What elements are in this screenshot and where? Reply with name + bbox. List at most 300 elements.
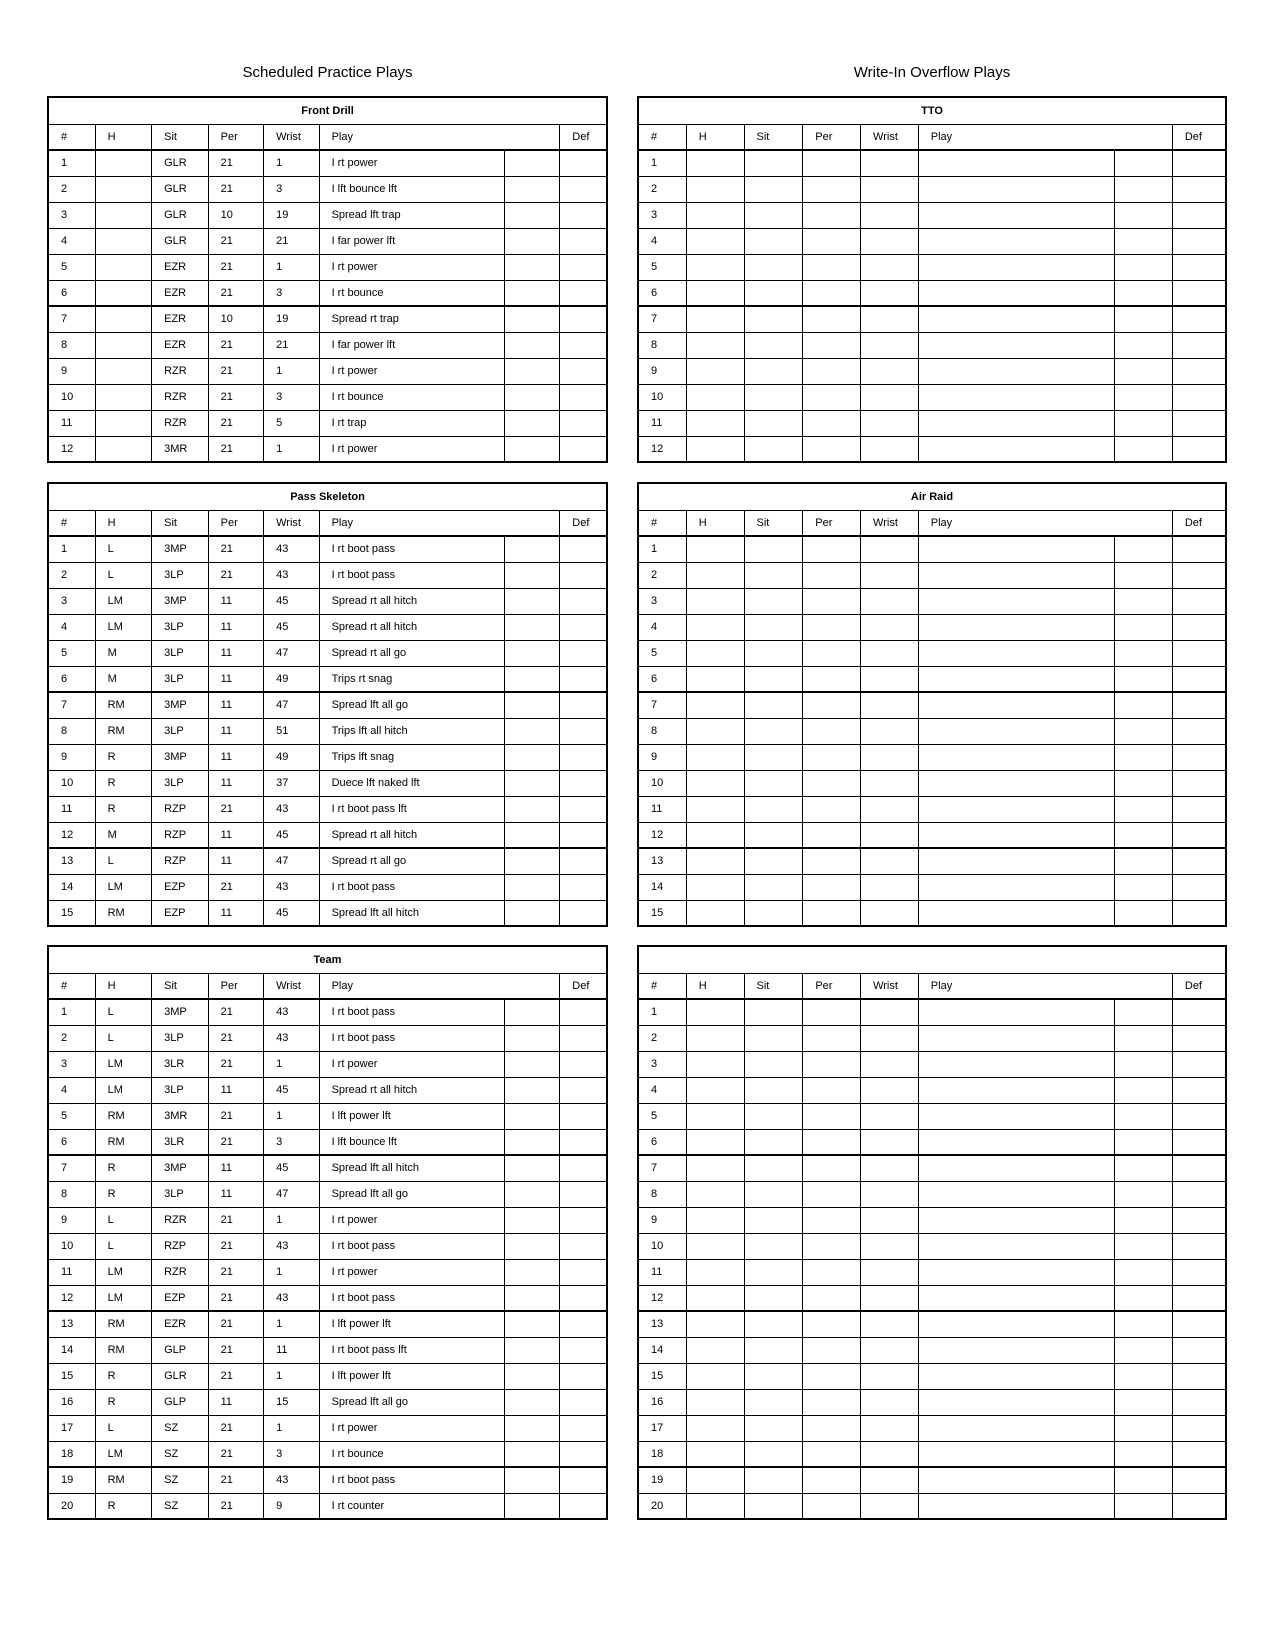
cell-play[interactable] <box>918 436 1114 462</box>
cell-wrist[interactable] <box>861 1467 919 1493</box>
cell-h[interactable] <box>686 1441 744 1467</box>
cell-sit[interactable] <box>744 1441 803 1467</box>
cell-def[interactable] <box>1172 436 1226 462</box>
cell-def[interactable] <box>1172 150 1226 176</box>
cell-def[interactable] <box>560 1285 607 1311</box>
cell-blank[interactable] <box>1115 718 1173 744</box>
cell-h[interactable] <box>686 900 744 926</box>
cell-play[interactable] <box>918 770 1114 796</box>
cell-wrist[interactable] <box>861 1103 919 1129</box>
cell-sit[interactable] <box>744 280 803 306</box>
cell-def[interactable] <box>560 770 607 796</box>
cell-def[interactable] <box>1172 1389 1226 1415</box>
cell-def[interactable] <box>1172 536 1226 562</box>
cell-def[interactable] <box>1172 822 1226 848</box>
cell-def[interactable] <box>560 1051 607 1077</box>
cell-per[interactable] <box>803 176 861 202</box>
cell-def[interactable] <box>1172 1181 1226 1207</box>
cell-sit[interactable] <box>744 999 803 1025</box>
cell-def[interactable] <box>1172 796 1226 822</box>
cell-h[interactable] <box>686 1259 744 1285</box>
cell-h[interactable] <box>686 1389 744 1415</box>
cell-blank[interactable] <box>1115 176 1173 202</box>
cell-wrist[interactable] <box>861 1493 919 1519</box>
cell-blank[interactable] <box>1115 1051 1173 1077</box>
cell-def[interactable] <box>560 202 607 228</box>
cell-sit[interactable] <box>744 796 803 822</box>
cell-play[interactable] <box>918 1389 1114 1415</box>
cell-wrist[interactable] <box>861 1441 919 1467</box>
cell-blank[interactable] <box>504 1493 559 1519</box>
cell-per[interactable] <box>803 1285 861 1311</box>
cell-h[interactable] <box>686 1233 744 1259</box>
cell-play[interactable] <box>918 900 1114 926</box>
cell-h[interactable] <box>686 332 744 358</box>
cell-h[interactable] <box>686 1467 744 1493</box>
cell-sit[interactable] <box>744 536 803 562</box>
cell-def[interactable] <box>560 796 607 822</box>
cell-play[interactable] <box>918 1337 1114 1363</box>
cell-per[interactable] <box>803 874 861 900</box>
cell-blank[interactable] <box>1115 900 1173 926</box>
cell-blank[interactable] <box>1115 562 1173 588</box>
cell-def[interactable] <box>560 254 607 280</box>
cell-h[interactable] <box>686 1181 744 1207</box>
cell-wrist[interactable] <box>861 1051 919 1077</box>
cell-h[interactable] <box>686 744 744 770</box>
cell-h[interactable] <box>686 848 744 874</box>
cell-per[interactable] <box>803 1051 861 1077</box>
cell-wrist[interactable] <box>861 332 919 358</box>
cell-per[interactable] <box>803 614 861 640</box>
cell-sit[interactable] <box>744 614 803 640</box>
cell-wrist[interactable] <box>861 176 919 202</box>
cell-h[interactable] <box>686 150 744 176</box>
cell-h[interactable] <box>686 822 744 848</box>
cell-sit[interactable] <box>744 1337 803 1363</box>
cell-sit[interactable] <box>744 692 803 718</box>
cell-per[interactable] <box>803 692 861 718</box>
cell-def[interactable] <box>1172 228 1226 254</box>
cell-per[interactable] <box>803 999 861 1025</box>
cell-h[interactable] <box>686 1493 744 1519</box>
cell-sit[interactable] <box>744 384 803 410</box>
cell-blank[interactable] <box>504 536 559 562</box>
cell-play[interactable] <box>918 1077 1114 1103</box>
cell-sit[interactable] <box>744 1077 803 1103</box>
cell-def[interactable] <box>1172 588 1226 614</box>
cell-blank[interactable] <box>504 176 559 202</box>
cell-wrist[interactable] <box>861 358 919 384</box>
cell-play[interactable] <box>918 1129 1114 1155</box>
cell-wrist[interactable] <box>861 1363 919 1389</box>
cell-def[interactable] <box>1172 999 1226 1025</box>
cell-per[interactable] <box>803 1259 861 1285</box>
cell-wrist[interactable] <box>861 1415 919 1441</box>
cell-play[interactable] <box>918 562 1114 588</box>
cell-h[interactable] <box>686 1103 744 1129</box>
cell-def[interactable] <box>560 588 607 614</box>
cell-blank[interactable] <box>1115 1337 1173 1363</box>
cell-wrist[interactable] <box>861 1285 919 1311</box>
cell-sit[interactable] <box>744 1129 803 1155</box>
cell-h[interactable] <box>686 436 744 462</box>
cell-play[interactable] <box>918 1103 1114 1129</box>
cell-def[interactable] <box>560 1129 607 1155</box>
cell-wrist[interactable] <box>861 588 919 614</box>
cell-def[interactable] <box>1172 306 1226 332</box>
cell-blank[interactable] <box>504 588 559 614</box>
cell-per[interactable] <box>803 1077 861 1103</box>
cell-per[interactable] <box>803 640 861 666</box>
cell-h[interactable] <box>686 666 744 692</box>
cell-per[interactable] <box>803 1233 861 1259</box>
cell-blank[interactable] <box>1115 796 1173 822</box>
cell-wrist[interactable] <box>861 848 919 874</box>
cell-play[interactable] <box>918 1467 1114 1493</box>
cell-blank[interactable] <box>1115 384 1173 410</box>
cell-wrist[interactable] <box>861 1025 919 1051</box>
cell-def[interactable] <box>1172 1337 1226 1363</box>
cell-per[interactable] <box>803 1311 861 1337</box>
cell-per[interactable] <box>803 358 861 384</box>
cell-h[interactable] <box>686 536 744 562</box>
cell-def[interactable] <box>1172 1207 1226 1233</box>
cell-per[interactable] <box>803 254 861 280</box>
cell-def[interactable] <box>1172 358 1226 384</box>
cell-per[interactable] <box>803 384 861 410</box>
cell-wrist[interactable] <box>861 1259 919 1285</box>
cell-wrist[interactable] <box>861 718 919 744</box>
cell-def[interactable] <box>1172 744 1226 770</box>
cell-def[interactable] <box>560 1493 607 1519</box>
cell-per[interactable] <box>803 666 861 692</box>
cell-blank[interactable] <box>1115 358 1173 384</box>
cell-blank[interactable] <box>1115 1155 1173 1181</box>
cell-per[interactable] <box>803 822 861 848</box>
cell-def[interactable] <box>1172 1285 1226 1311</box>
cell-def[interactable] <box>560 1337 607 1363</box>
cell-blank[interactable] <box>504 332 559 358</box>
cell-blank[interactable] <box>1115 1311 1173 1337</box>
cell-def[interactable] <box>560 176 607 202</box>
cell-blank[interactable] <box>504 1207 559 1233</box>
cell-sit[interactable] <box>744 1415 803 1441</box>
cell-play[interactable] <box>918 384 1114 410</box>
cell-play[interactable] <box>918 1051 1114 1077</box>
cell-wrist[interactable] <box>861 1311 919 1337</box>
cell-blank[interactable] <box>1115 666 1173 692</box>
cell-per[interactable] <box>803 588 861 614</box>
cell-blank[interactable] <box>1115 1103 1173 1129</box>
cell-sit[interactable] <box>744 848 803 874</box>
cell-h[interactable] <box>686 640 744 666</box>
cell-def[interactable] <box>560 536 607 562</box>
cell-h[interactable] <box>686 874 744 900</box>
cell-play[interactable] <box>918 1181 1114 1207</box>
cell-def[interactable] <box>1172 332 1226 358</box>
cell-blank[interactable] <box>1115 822 1173 848</box>
cell-wrist[interactable] <box>861 150 919 176</box>
cell-def[interactable] <box>1172 848 1226 874</box>
cell-blank[interactable] <box>504 436 559 462</box>
cell-def[interactable] <box>1172 1051 1226 1077</box>
cell-blank[interactable] <box>504 874 559 900</box>
cell-per[interactable] <box>803 1129 861 1155</box>
cell-sit[interactable] <box>744 1311 803 1337</box>
cell-blank[interactable] <box>1115 1025 1173 1051</box>
cell-h[interactable] <box>686 280 744 306</box>
cell-sit[interactable] <box>744 744 803 770</box>
cell-h[interactable] <box>686 384 744 410</box>
cell-blank[interactable] <box>1115 1129 1173 1155</box>
cell-def[interactable] <box>560 640 607 666</box>
cell-wrist[interactable] <box>861 202 919 228</box>
cell-play[interactable] <box>918 1285 1114 1311</box>
cell-play[interactable] <box>918 1415 1114 1441</box>
cell-play[interactable] <box>918 536 1114 562</box>
cell-def[interactable] <box>560 306 607 332</box>
cell-wrist[interactable] <box>861 1233 919 1259</box>
cell-per[interactable] <box>803 770 861 796</box>
cell-play[interactable] <box>918 666 1114 692</box>
cell-def[interactable] <box>560 874 607 900</box>
cell-play[interactable] <box>918 874 1114 900</box>
cell-def[interactable] <box>560 1441 607 1467</box>
cell-def[interactable] <box>1172 770 1226 796</box>
cell-wrist[interactable] <box>861 536 919 562</box>
cell-play[interactable] <box>918 254 1114 280</box>
cell-sit[interactable] <box>744 562 803 588</box>
cell-def[interactable] <box>560 848 607 874</box>
cell-def[interactable] <box>1172 1493 1226 1519</box>
cell-blank[interactable] <box>1115 588 1173 614</box>
cell-blank[interactable] <box>504 744 559 770</box>
cell-def[interactable] <box>560 1155 607 1181</box>
cell-wrist[interactable] <box>861 1181 919 1207</box>
cell-blank[interactable] <box>504 228 559 254</box>
cell-wrist[interactable] <box>861 874 919 900</box>
cell-wrist[interactable] <box>861 770 919 796</box>
cell-blank[interactable] <box>1115 436 1173 462</box>
cell-per[interactable] <box>803 280 861 306</box>
cell-blank[interactable] <box>1115 1233 1173 1259</box>
cell-def[interactable] <box>560 280 607 306</box>
cell-per[interactable] <box>803 848 861 874</box>
cell-per[interactable] <box>803 1181 861 1207</box>
cell-blank[interactable] <box>1115 1181 1173 1207</box>
cell-play[interactable] <box>918 1207 1114 1233</box>
cell-def[interactable] <box>560 718 607 744</box>
cell-wrist[interactable] <box>861 796 919 822</box>
cell-def[interactable] <box>1172 1259 1226 1285</box>
cell-blank[interactable] <box>504 254 559 280</box>
cell-sit[interactable] <box>744 1363 803 1389</box>
cell-def[interactable] <box>1172 254 1226 280</box>
cell-h[interactable] <box>686 358 744 384</box>
cell-blank[interactable] <box>1115 150 1173 176</box>
cell-per[interactable] <box>803 536 861 562</box>
cell-blank[interactable] <box>504 1103 559 1129</box>
cell-wrist[interactable] <box>861 562 919 588</box>
cell-def[interactable] <box>560 1389 607 1415</box>
cell-def[interactable] <box>1172 1311 1226 1337</box>
cell-blank[interactable] <box>504 358 559 384</box>
cell-blank[interactable] <box>504 1051 559 1077</box>
cell-blank[interactable] <box>504 1415 559 1441</box>
cell-def[interactable] <box>560 1025 607 1051</box>
cell-wrist[interactable] <box>861 384 919 410</box>
cell-def[interactable] <box>560 358 607 384</box>
cell-h[interactable] <box>686 718 744 744</box>
cell-blank[interactable] <box>504 640 559 666</box>
cell-blank[interactable] <box>504 614 559 640</box>
cell-h[interactable] <box>686 1285 744 1311</box>
cell-def[interactable] <box>560 692 607 718</box>
cell-blank[interactable] <box>504 1181 559 1207</box>
cell-blank[interactable] <box>1115 1415 1173 1441</box>
cell-sit[interactable] <box>744 1285 803 1311</box>
cell-def[interactable] <box>560 1311 607 1337</box>
cell-sit[interactable] <box>744 588 803 614</box>
cell-def[interactable] <box>1172 384 1226 410</box>
cell-blank[interactable] <box>504 306 559 332</box>
cell-h[interactable] <box>686 999 744 1025</box>
cell-blank[interactable] <box>504 150 559 176</box>
cell-blank[interactable] <box>1115 254 1173 280</box>
cell-def[interactable] <box>560 666 607 692</box>
cell-blank[interactable] <box>504 999 559 1025</box>
cell-def[interactable] <box>1172 562 1226 588</box>
cell-play[interactable] <box>918 176 1114 202</box>
cell-play[interactable] <box>918 640 1114 666</box>
cell-play[interactable] <box>918 822 1114 848</box>
cell-h[interactable] <box>686 176 744 202</box>
cell-h[interactable] <box>686 1155 744 1181</box>
cell-blank[interactable] <box>1115 1259 1173 1285</box>
cell-blank[interactable] <box>504 692 559 718</box>
cell-blank[interactable] <box>1115 999 1173 1025</box>
cell-def[interactable] <box>1172 692 1226 718</box>
cell-h[interactable] <box>686 1129 744 1155</box>
cell-h[interactable] <box>686 1025 744 1051</box>
cell-blank[interactable] <box>504 280 559 306</box>
cell-blank[interactable] <box>1115 410 1173 436</box>
cell-per[interactable] <box>803 1025 861 1051</box>
cell-sit[interactable] <box>744 640 803 666</box>
cell-play[interactable] <box>918 1233 1114 1259</box>
cell-sit[interactable] <box>744 1051 803 1077</box>
cell-play[interactable] <box>918 280 1114 306</box>
cell-blank[interactable] <box>504 666 559 692</box>
cell-per[interactable] <box>803 718 861 744</box>
cell-h[interactable] <box>686 1363 744 1389</box>
cell-per[interactable] <box>803 1441 861 1467</box>
cell-def[interactable] <box>1172 874 1226 900</box>
cell-play[interactable] <box>918 848 1114 874</box>
cell-sit[interactable] <box>744 1155 803 1181</box>
cell-blank[interactable] <box>504 822 559 848</box>
cell-def[interactable] <box>1172 280 1226 306</box>
cell-h[interactable] <box>686 1051 744 1077</box>
cell-wrist[interactable] <box>861 999 919 1025</box>
cell-blank[interactable] <box>504 718 559 744</box>
cell-per[interactable] <box>803 306 861 332</box>
cell-sit[interactable] <box>744 1233 803 1259</box>
cell-blank[interactable] <box>504 384 559 410</box>
cell-h[interactable] <box>686 306 744 332</box>
cell-def[interactable] <box>560 436 607 462</box>
cell-blank[interactable] <box>504 1155 559 1181</box>
cell-def[interactable] <box>1172 718 1226 744</box>
cell-blank[interactable] <box>504 796 559 822</box>
cell-blank[interactable] <box>1115 536 1173 562</box>
cell-wrist[interactable] <box>861 1077 919 1103</box>
cell-per[interactable] <box>803 1467 861 1493</box>
cell-play[interactable] <box>918 692 1114 718</box>
cell-per[interactable] <box>803 332 861 358</box>
cell-wrist[interactable] <box>861 822 919 848</box>
cell-per[interactable] <box>803 1337 861 1363</box>
cell-def[interactable] <box>560 1467 607 1493</box>
cell-def[interactable] <box>1172 1467 1226 1493</box>
cell-per[interactable] <box>803 562 861 588</box>
cell-wrist[interactable] <box>861 1155 919 1181</box>
cell-blank[interactable] <box>1115 332 1173 358</box>
cell-blank[interactable] <box>504 1337 559 1363</box>
cell-blank[interactable] <box>504 410 559 436</box>
cell-sit[interactable] <box>744 770 803 796</box>
cell-h[interactable] <box>686 254 744 280</box>
cell-per[interactable] <box>803 1103 861 1129</box>
cell-sit[interactable] <box>744 1025 803 1051</box>
cell-play[interactable] <box>918 1155 1114 1181</box>
cell-per[interactable] <box>803 1155 861 1181</box>
cell-blank[interactable] <box>1115 280 1173 306</box>
cell-wrist[interactable] <box>861 640 919 666</box>
cell-def[interactable] <box>1172 1233 1226 1259</box>
cell-wrist[interactable] <box>861 306 919 332</box>
cell-blank[interactable] <box>1115 1363 1173 1389</box>
cell-sit[interactable] <box>744 666 803 692</box>
cell-blank[interactable] <box>504 562 559 588</box>
cell-blank[interactable] <box>504 1467 559 1493</box>
cell-play[interactable] <box>918 614 1114 640</box>
cell-blank[interactable] <box>504 1363 559 1389</box>
cell-per[interactable] <box>803 202 861 228</box>
cell-per[interactable] <box>803 410 861 436</box>
cell-def[interactable] <box>1172 1129 1226 1155</box>
cell-blank[interactable] <box>1115 770 1173 796</box>
cell-def[interactable] <box>560 1077 607 1103</box>
cell-wrist[interactable] <box>861 744 919 770</box>
cell-blank[interactable] <box>1115 640 1173 666</box>
cell-h[interactable] <box>686 562 744 588</box>
cell-per[interactable] <box>803 900 861 926</box>
cell-def[interactable] <box>560 1415 607 1441</box>
cell-def[interactable] <box>560 1259 607 1285</box>
cell-wrist[interactable] <box>861 666 919 692</box>
cell-sit[interactable] <box>744 332 803 358</box>
cell-def[interactable] <box>560 614 607 640</box>
cell-blank[interactable] <box>504 1311 559 1337</box>
cell-per[interactable] <box>803 796 861 822</box>
cell-sit[interactable] <box>744 202 803 228</box>
cell-sit[interactable] <box>744 1259 803 1285</box>
cell-blank[interactable] <box>1115 692 1173 718</box>
cell-play[interactable] <box>918 1441 1114 1467</box>
cell-play[interactable] <box>918 202 1114 228</box>
